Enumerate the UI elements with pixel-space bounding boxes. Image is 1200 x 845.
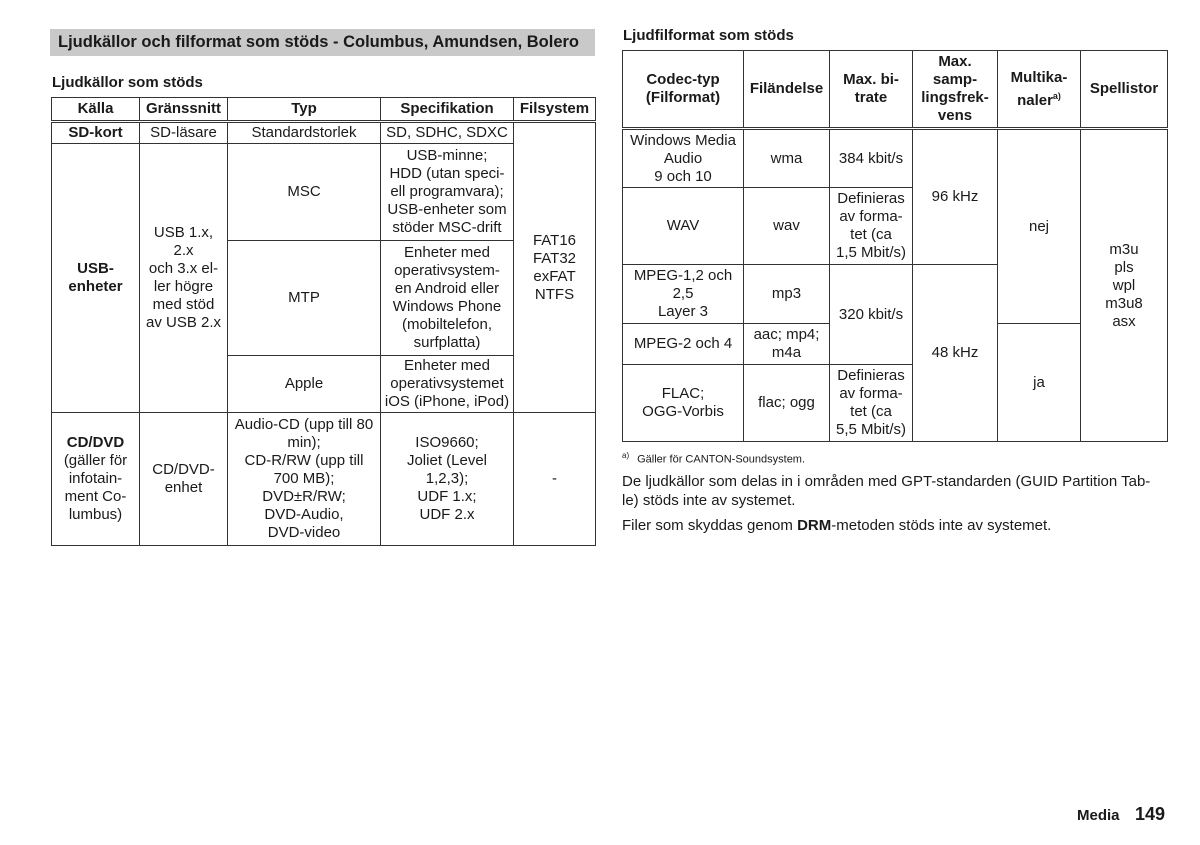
- spec-cell: SD, SDHC, SDXC: [381, 122, 514, 144]
- col-header: Gränssnitt: [140, 98, 228, 122]
- source-cell: USB- enheter: [52, 144, 140, 413]
- source-cell: [52, 413, 140, 546]
- footnote-text: Gäller för CANTON-Soundsystem.: [637, 453, 806, 466]
- samp-cell: 96 kHz: [913, 129, 998, 265]
- samp-cell: 48 kHz: [913, 265, 998, 442]
- interface-cell: SD-läsare: [140, 122, 228, 144]
- ext-cell: flac; ogg: [744, 365, 830, 442]
- col-header: Max. samp- lingsfrek- vens: [913, 51, 998, 129]
- col-header: Specifikation: [381, 98, 514, 122]
- interface-cell: USB 1.x, 2.x och 3.x el- ler högre med stöd av USB 2.x: [140, 144, 228, 413]
- filesystem-cell: FAT16 FAT32 exFAT NTFS: [514, 122, 596, 413]
- codec-cell: FLAC; OGG-Vorbis: [623, 365, 744, 442]
- filesystem-cell: -: [514, 413, 596, 546]
- codec-cell: Windows Media Audio 9 och 10: [623, 129, 744, 188]
- type-cell: Apple: [228, 356, 381, 413]
- ext-cell: aac; mp4; m4a: [744, 324, 830, 365]
- codec-cell: MPEG-1,2 och 2,5 Layer 3: [623, 265, 744, 324]
- drm-note: [622, 516, 1167, 535]
- type-cell: MSC: [228, 144, 381, 241]
- ext-cell: wav: [744, 188, 830, 265]
- col-header: Källa: [52, 98, 140, 122]
- bitrate-cell: Definieras av forma- tet (ca 5,5 Mbit/s): [830, 365, 913, 442]
- footnote: [622, 451, 805, 466]
- multi-cell: ja: [998, 324, 1081, 442]
- col-header: [998, 51, 1081, 129]
- footer-section: Media: [1077, 807, 1120, 824]
- table-row: [52, 122, 596, 144]
- ext-cell: mp3: [744, 265, 830, 324]
- drm-note-start: Filer som skyddas genom: [622, 517, 798, 534]
- footnote-ref: a): [1052, 90, 1061, 101]
- drm-note-end: -metoden stöds inte av systemet.: [831, 517, 1052, 534]
- source-note: (gäller för infotain- ment Co- lumbus): [63, 452, 128, 523]
- sources-table: [51, 97, 596, 546]
- spec-cell: USB-minne; HDD (utan speci- ell programvara); USB-enheter som stöder MSC-drift: [381, 144, 514, 241]
- col-header: Typ: [228, 98, 381, 122]
- table-header-row: [623, 51, 1168, 129]
- table-header-row: [52, 98, 596, 122]
- interface-cell: CD/DVD- enhet: [140, 413, 228, 546]
- codec-cell: MPEG-2 och 4: [623, 324, 744, 365]
- col-header: Spellistor: [1081, 51, 1168, 129]
- bitrate-cell: 384 kbit/s: [830, 129, 913, 188]
- gpt-note: De ljudkällor som delas in i områden med GPT-standarden (GUID Partition Tab- le) stöds inte av systemet.: [622, 473, 1151, 509]
- bitrate-cell: Definieras av forma- tet (ca 1,5 Mbit/s): [830, 188, 913, 265]
- source-cell: SD-kort: [52, 122, 140, 144]
- formats-heading: Ljudfilformat som stöds: [623, 27, 794, 44]
- spec-cell: Enheter med operativsystem- en Android eller Windows Phone (mobiltelefon, surfplatta): [381, 241, 514, 356]
- codec-cell: WAV: [623, 188, 744, 265]
- table-row: [623, 129, 1168, 188]
- spec-cell: ISO9660; Joliet (Level 1,2,3); UDF 1.x; UDF 2.x: [381, 413, 514, 546]
- spec-cell: Enheter med operativsystemet iOS (iPhone, iPod): [381, 356, 514, 413]
- page-number: 149: [1135, 804, 1166, 824]
- col-header: Filändelse: [744, 51, 830, 129]
- ext-cell: wma: [744, 129, 830, 188]
- footnote-marker: a): [622, 451, 630, 460]
- type-cell: Standardstorlek: [228, 122, 381, 144]
- drm-term: DRM: [797, 517, 832, 534]
- type-cell: Audio-CD (upp till 80 min); CD-R/RW (upp till 700 MB); DVD±R/RW; DVD-Audio, DVD-video: [228, 413, 381, 546]
- bitrate-cell: 320 kbit/s: [830, 265, 913, 365]
- col-header-text: Multika- naler: [1010, 68, 1068, 109]
- col-header: Codec-typ (Filformat): [623, 51, 744, 129]
- playlists-cell: m3u pls wpl m3u8 asx: [1081, 129, 1168, 442]
- type-cell: MTP: [228, 241, 381, 356]
- multi-cell: nej: [998, 129, 1081, 324]
- sources-heading: Ljudkällor som stöds: [52, 74, 203, 91]
- source-name: CD/DVD: [66, 434, 125, 451]
- col-header: Max. bi- trate: [830, 51, 913, 129]
- section-title: Ljudkällor och filformat som stöds - Columbus, Amundsen, Bolero: [50, 29, 595, 56]
- col-header: Filsystem: [514, 98, 596, 122]
- table-row: [52, 413, 596, 546]
- formats-table: [622, 50, 1168, 442]
